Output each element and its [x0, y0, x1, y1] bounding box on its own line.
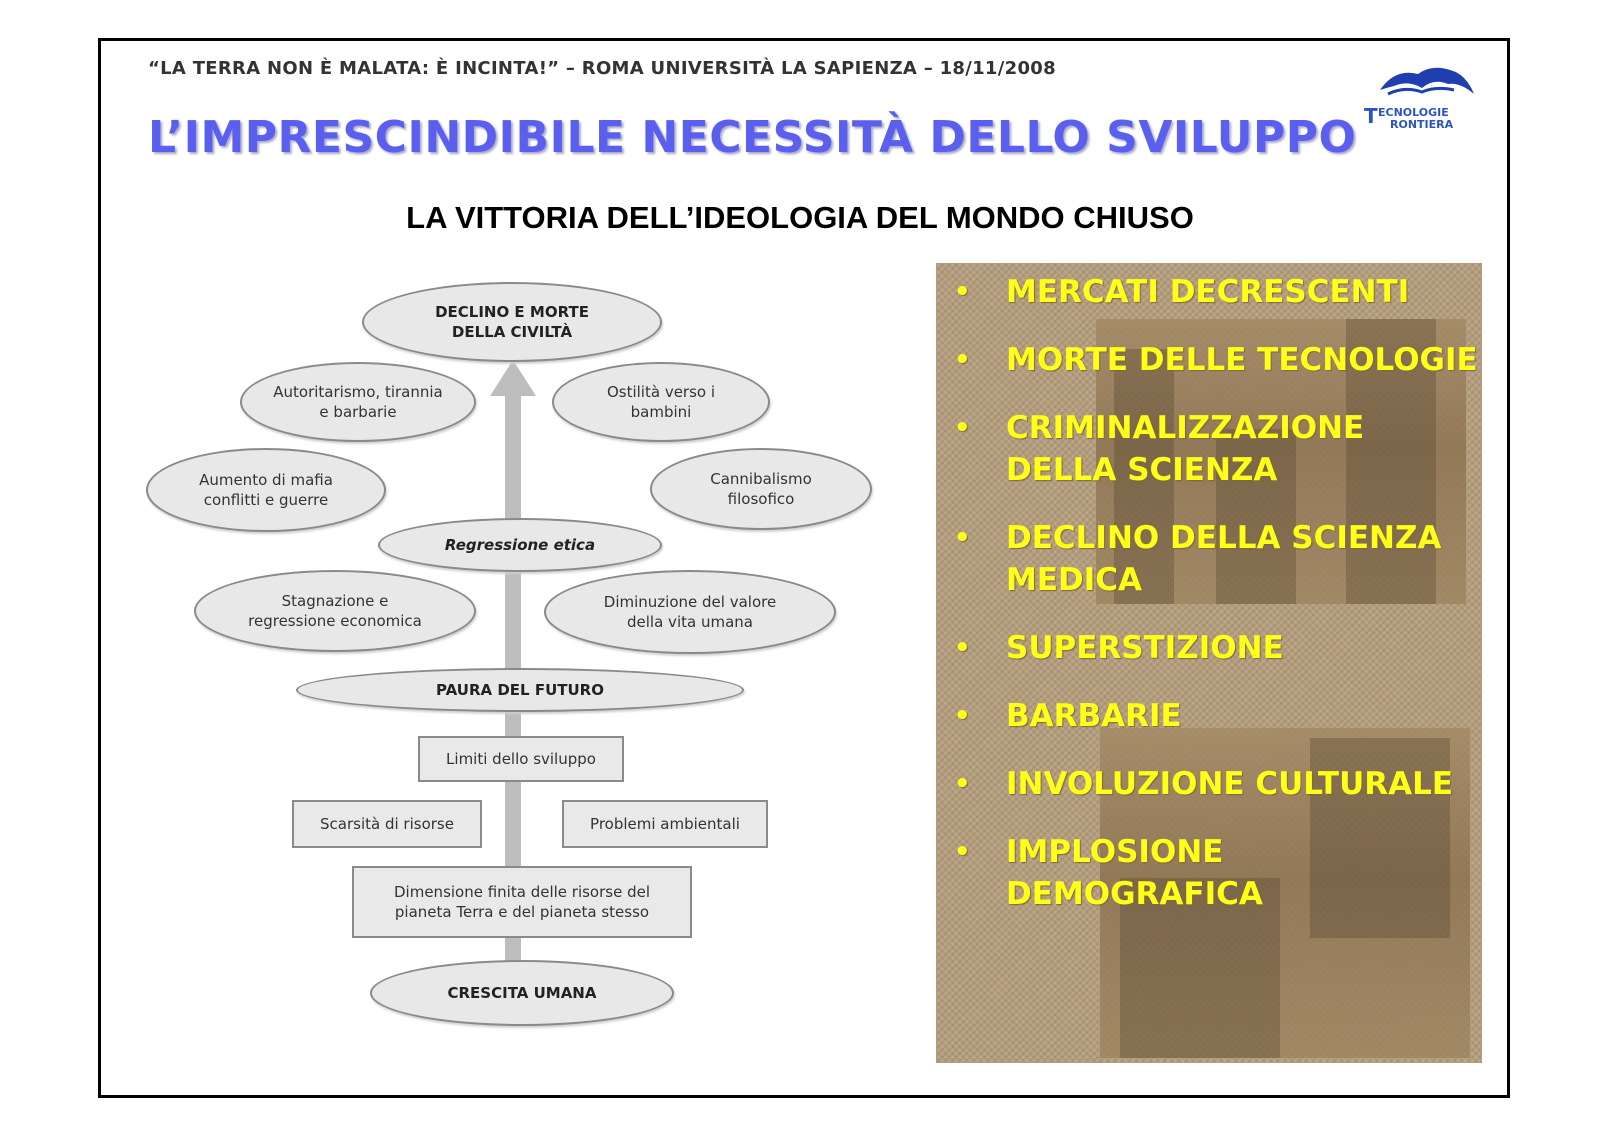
bullet-icon: •: [954, 769, 971, 799]
bullet-icon: •: [954, 837, 971, 867]
box-dimensione: Dimensione finita delle risorse del pianeta Terra e del pianeta stesso: [352, 866, 692, 938]
arrow-up-icon: [490, 360, 536, 396]
ellipse-cannibalismo: Cannibalismo filosofico: [650, 448, 872, 530]
box-limiti: Limiti dello sviluppo: [418, 736, 624, 782]
box-scarsita: Scarsità di risorse: [292, 800, 482, 848]
list-item: • MORTE DELLE TECNOLOGIE: [936, 339, 1482, 381]
box-problemi: Problemi ambientali: [562, 800, 768, 848]
tecnologie-frontiera-logo: [1364, 60, 1480, 140]
event-header: “LA TERRA NON È MALATA: È INCINTA!” – ROMA UNIVERSITÀ LA SAPIENZA – 18/11/2008: [148, 58, 1056, 79]
ellipse-regressione-etica: Regressione etica: [378, 518, 662, 572]
ellipse-autoritarismo: Autoritarismo, tirannia e barbarie: [240, 362, 476, 442]
consequences-list: [936, 271, 1482, 941]
bullet-icon: •: [954, 633, 971, 663]
bullet-icon: •: [954, 413, 971, 443]
logo-wave-icon: [1370, 60, 1480, 110]
list-item: • BARBARIE: [936, 695, 1482, 737]
list-item: • INVOLUZIONE CULTURALE: [936, 763, 1482, 805]
ellipse-declino: DECLINO E MORTE DELLA CIVILTÀ: [362, 282, 662, 362]
logo-t-icon: T: [1364, 104, 1378, 128]
list-item: • DECLINO DELLA SCIENZA MEDICA: [936, 517, 1482, 601]
logo-text-line2: RONTIERA: [1390, 118, 1454, 131]
ellipse-ostilita: Ostilità verso i bambini: [552, 362, 770, 442]
slide-subtitle: LA VITTORIA DELL’IDEOLOGIA DEL MONDO CHIUSO: [406, 200, 1194, 235]
consequences-panel: [936, 263, 1482, 1063]
ellipse-paura: PAURA DEL FUTURO: [296, 668, 744, 712]
logo-text-line1: ECNOLOGIE: [1378, 106, 1449, 119]
page-title: L’IMPRESCINDIBILE NECESSITÀ DELLO SVILUPPO: [148, 112, 1357, 163]
bullet-icon: •: [954, 345, 971, 375]
list-item: • CRIMINALIZZAZIONE DELLA SCIENZA: [936, 407, 1482, 491]
ellipse-stagnazione: Stagnazione e regressione economica: [194, 570, 476, 652]
list-item: • SUPERSTIZIONE: [936, 627, 1482, 669]
development-diagram: [140, 270, 900, 1040]
bullet-icon: •: [954, 701, 971, 731]
bullet-icon: •: [954, 277, 971, 307]
ellipse-diminuzione: Diminuzione del valore della vita umana: [544, 570, 836, 654]
ellipse-mafia: Aumento di mafia conflitti e guerre: [146, 448, 386, 532]
bullet-icon: •: [954, 523, 971, 553]
list-item: • MERCATI DECRESCENTI: [936, 271, 1482, 313]
list-item: • IMPLOSIONE DEMOGRAFICA: [936, 831, 1482, 915]
ellipse-crescita: CRESCITA UMANA: [370, 960, 674, 1026]
